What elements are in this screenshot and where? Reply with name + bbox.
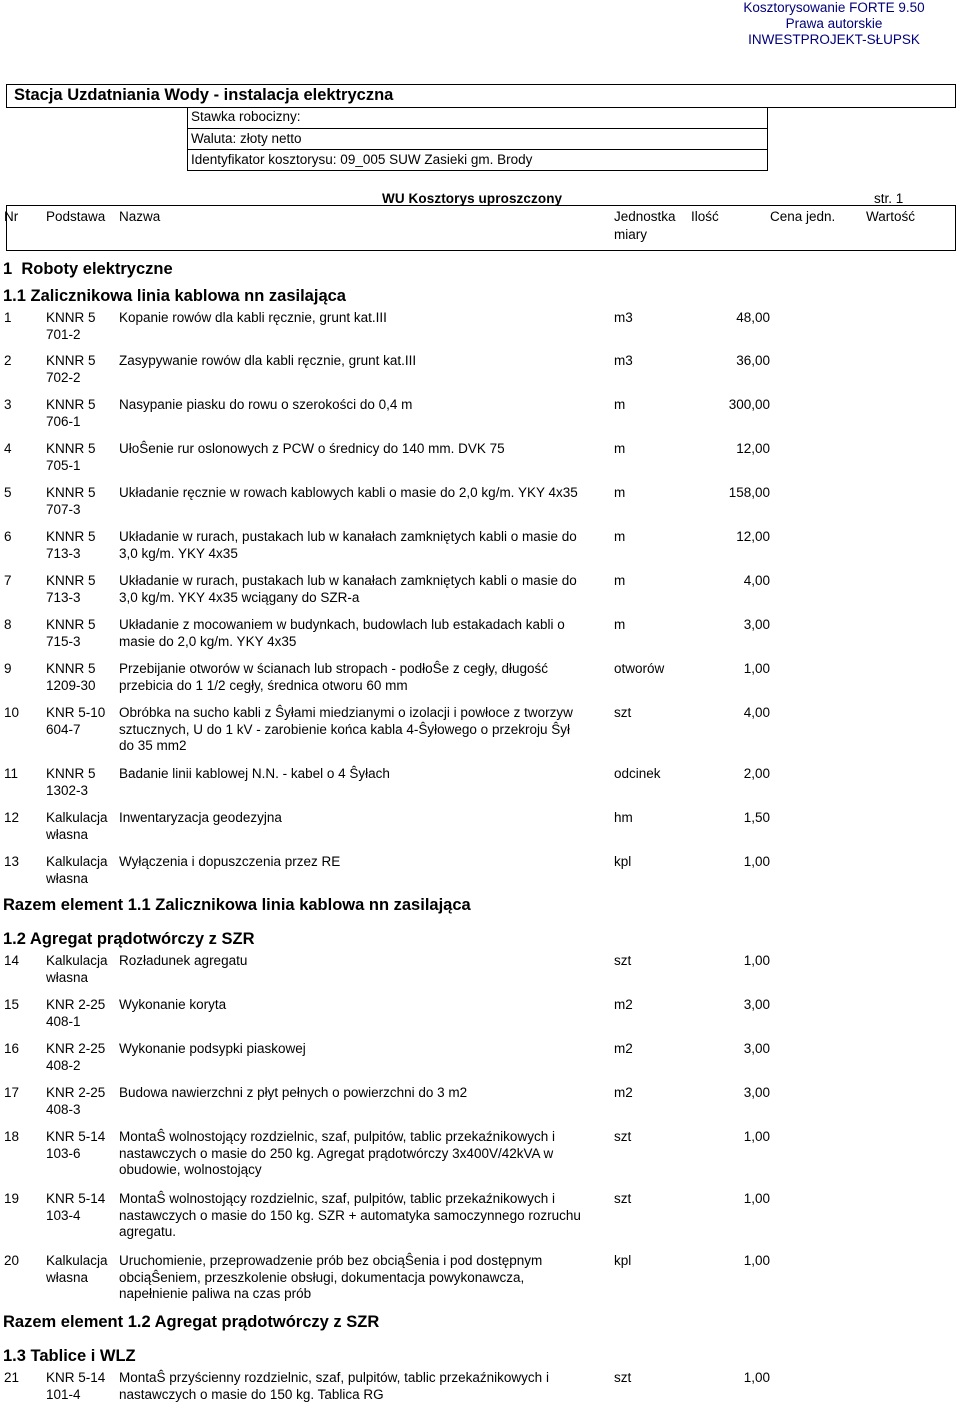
- row-basis: KNNR 5 706-1: [46, 397, 96, 429]
- column-wartosc: Wartość: [866, 209, 916, 224]
- row-quantity: 48,00: [736, 310, 770, 325]
- info-labor-rate: Stawka robocizny:: [191, 109, 301, 124]
- row-quantity: 3,00: [743, 617, 770, 632]
- row-description: Inwentaryzacja geodezyjna: [119, 810, 282, 825]
- row-quantity: 4,00: [743, 705, 770, 720]
- element-heading: 1.1 Zalicznikowa linia kablowa nn zasilająca: [3, 287, 346, 305]
- row-quantity: 4,00: [743, 573, 770, 588]
- row-basis: KNR 5-14 101-4: [46, 1370, 106, 1402]
- row-number: 14: [4, 953, 20, 968]
- row-quantity: 2,00: [743, 766, 770, 781]
- program-name: Kosztorysowanie FORTE 9.50: [743, 0, 925, 15]
- row-unit: m: [614, 485, 626, 500]
- row-description: Uruchomienie, przeprowadzenie prób bez obciąŜenia i pod dostępnym obciąŜeniem, przeszkolenie obsługi, dokumentacja powykonawcza, napełnienie paliwa na czas prób: [119, 1253, 543, 1301]
- row-unit: otworów: [614, 661, 665, 676]
- column-jednostka-line2: miary: [614, 227, 647, 242]
- row-number: 21: [4, 1370, 20, 1385]
- info-estimate-id: Identyfikator kosztorysu: 09_005 SUW Zasieki gm. Brody: [188, 149, 767, 170]
- row-description: Rozładunek agregatu: [119, 953, 248, 968]
- row-number: 9: [4, 661, 12, 676]
- row-description: Wykonanie podsypki piaskowej: [119, 1041, 306, 1056]
- row-unit: szt: [614, 1129, 632, 1144]
- row-number: 18: [4, 1129, 20, 1144]
- row-number: 11: [4, 766, 19, 781]
- info-currency: Waluta: złoty netto: [188, 128, 767, 149]
- row-quantity: 3,00: [743, 1041, 770, 1056]
- row-basis: KNNR 5 1302-3: [46, 766, 96, 798]
- row-quantity: 1,00: [743, 661, 770, 676]
- row-basis: KNR 2-25 408-1: [46, 997, 106, 1029]
- row-number: 12: [4, 810, 20, 825]
- row-basis: KNR 5-10 604-7: [46, 705, 106, 737]
- row-basis: Kalkulacja własna: [46, 1253, 108, 1285]
- row-quantity: 1,00: [743, 1191, 770, 1206]
- row-unit: m2: [614, 1041, 633, 1056]
- program-header: [714, 0, 954, 48]
- row-number: 4: [4, 441, 12, 456]
- page-number: str. 1: [874, 191, 904, 206]
- row-basis: KNR 5-14 103-6: [46, 1129, 106, 1161]
- row-unit: m: [614, 617, 626, 632]
- row-unit: m: [614, 397, 626, 412]
- row-unit: szt: [614, 705, 632, 720]
- element-heading: 1.2 Agregat prądotwórczy z SZR: [3, 930, 255, 948]
- row-quantity: 1,00: [743, 854, 770, 869]
- document-title: Stacja Uzdatniania Wody - instalacja elektryczna: [14, 86, 394, 104]
- row-quantity: 158,00: [728, 485, 770, 500]
- column-jednostka-line1: Jednostka: [614, 209, 676, 224]
- row-quantity: 3,00: [743, 1085, 770, 1100]
- row-description: MontaŜ wolnostojący rozdzielnic, szaf, pulpitów, tablic przekaźnikowych i nastawczych o masie do 150 kg. SZR + automatyka samoczynnego rozruchu agregatu.: [119, 1191, 581, 1239]
- row-basis: KNR 2-25 408-2: [46, 1041, 106, 1073]
- row-unit: szt: [614, 1191, 632, 1206]
- row-unit: m3: [614, 310, 633, 325]
- license-owner: INWESTPROJEKT-SŁUPSK: [748, 32, 920, 47]
- column-nr: Nr: [4, 209, 19, 224]
- row-basis: KNNR 5 701-2: [46, 310, 96, 342]
- row-number: 8: [4, 617, 12, 632]
- row-description: MontaŜ wolnostojący rozdzielnic, szaf, pulpitów, tablic przekaźnikowych i nastawczych o masie do 250 kg. Agregat prądotwórczy 3x400V/42kVA w obudowie, wolnostojący: [119, 1129, 555, 1177]
- row-number: 15: [4, 997, 20, 1012]
- row-quantity: 1,50: [743, 810, 770, 825]
- row-number: 19: [4, 1191, 20, 1206]
- row-unit: m2: [614, 1085, 633, 1100]
- row-quantity: 12,00: [736, 529, 770, 544]
- row-unit: hm: [614, 810, 633, 825]
- row-description: Nasypanie piasku do rowu o szerokości do 0,4 m: [119, 397, 413, 412]
- column-nazwa: Nazwa: [119, 209, 161, 224]
- report-title: WU Kosztorys uproszczony: [382, 191, 563, 206]
- column-podstawa: Podstawa: [46, 209, 106, 224]
- row-number: 20: [4, 1253, 20, 1268]
- row-number: 5: [4, 485, 12, 500]
- row-basis: Kalkulacja własna: [46, 854, 108, 886]
- row-quantity: 1,00: [743, 1370, 770, 1385]
- row-unit: m3: [614, 353, 633, 368]
- row-description: Układanie ręcznie w rowach kablowych kabli o masie do 2,0 kg/m. YKY 4x35: [119, 485, 578, 500]
- row-quantity: 300,00: [728, 397, 770, 412]
- row-basis: KNNR 5 705-1: [46, 441, 96, 473]
- row-number: 13: [4, 854, 20, 869]
- row-description: Wykonanie koryta: [119, 997, 227, 1012]
- row-number: 7: [4, 573, 12, 588]
- document-info-box: [187, 107, 768, 171]
- column-ilosc: Ilość: [691, 209, 719, 224]
- column-jednostka: [614, 208, 676, 244]
- row-unit: m: [614, 441, 626, 456]
- element-heading: 1.3 Tablice i WLZ: [3, 1347, 136, 1365]
- row-unit: kpl: [614, 1253, 632, 1268]
- row-description: Budowa nawierzchni z płyt pełnych o powierzchni do 3 m2: [119, 1085, 468, 1100]
- row-basis: KNNR 5 713-3: [46, 529, 96, 561]
- row-quantity: 3,00: [743, 997, 770, 1012]
- row-quantity: 1,00: [743, 953, 770, 968]
- row-description: Badanie linii kablowej N.N. - kabel o 4 Ŝyłach: [119, 766, 390, 781]
- row-basis: Kalkulacja własna: [46, 953, 108, 985]
- row-number: 1: [4, 310, 12, 325]
- row-description: MontaŜ przyścienny rozdzielnic, szaf, pulpitów, tablic przekaźnikowych i nastawczych o masie do 150 kg. Tablica RG: [119, 1370, 549, 1402]
- row-number: 6: [4, 529, 12, 544]
- row-number: 16: [4, 1041, 20, 1056]
- row-basis: KNNR 5 702-2: [46, 353, 96, 385]
- row-basis: Kalkulacja własna: [46, 810, 108, 842]
- element-summary: Razem element 1.1 Zalicznikowa linia kablowa nn zasilająca: [3, 896, 471, 914]
- row-description: Przebijanie otworów w ścianach lub stropach - podłoŜe z cegły, długość przebicia do 1 1/2 cegły, średnica otworu 60 mm: [119, 661, 548, 693]
- row-number: 10: [4, 705, 20, 720]
- section-heading: [3, 260, 173, 279]
- row-basis: KNNR 5 1209-30: [46, 661, 96, 693]
- row-basis: KNNR 5 715-3: [46, 617, 96, 649]
- row-unit: m2: [614, 997, 633, 1012]
- row-quantity: 12,00: [736, 441, 770, 456]
- row-number: 3: [4, 397, 12, 412]
- column-cena: Cena jedn.: [770, 209, 836, 224]
- row-unit: szt: [614, 953, 632, 968]
- section-title: Roboty elektryczne: [21, 260, 173, 278]
- row-quantity: 1,00: [743, 1253, 770, 1268]
- row-unit: m: [614, 573, 626, 588]
- section-number: 1: [3, 260, 13, 278]
- row-description: Układanie w rurach, pustakach lub w kanałach zamkniętych kabli o masie do 3,0 kg/m. YKY 4x35: [119, 529, 577, 561]
- row-quantity: 36,00: [736, 353, 770, 368]
- row-description: Układanie w rurach, pustakach lub w kanałach zamkniętych kabli o masie do 3,0 kg/m. YKY 4x35 wciągany do SZR-a: [119, 573, 577, 605]
- row-number: 2: [4, 353, 12, 368]
- element-summary: Razem element 1.2 Agregat prądotwórczy z SZR: [3, 1313, 380, 1331]
- row-unit: szt: [614, 1370, 632, 1385]
- row-description: Wyłączenia i dopuszczenia przez RE: [119, 854, 341, 869]
- row-description: Zasypywanie rowów dla kabli ręcznie, grunt kat.III: [119, 353, 417, 368]
- row-unit: kpl: [614, 854, 632, 869]
- row-description: UłoŜenie rur oslonowych z PCW o średnicy do 140 mm. DVK 75: [119, 441, 505, 456]
- copyright-label: Prawa autorskie: [785, 16, 883, 31]
- row-unit: odcinek: [614, 766, 661, 781]
- row-description: Kopanie rowów dla kabli ręcznie, grunt kat.III: [119, 310, 387, 325]
- row-basis: KNR 2-25 408-3: [46, 1085, 106, 1117]
- row-unit: m: [614, 529, 626, 544]
- row-basis: KNR 5-14 103-4: [46, 1191, 106, 1223]
- row-number: 17: [4, 1085, 20, 1100]
- row-description: Układanie z mocowaniem w budynkach, budowlach lub estakadach kabli o masie do 2,0 kg/m. YKY 4x35: [119, 617, 565, 649]
- row-quantity: 1,00: [743, 1129, 770, 1144]
- row-basis: KNNR 5 707-3: [46, 485, 96, 517]
- row-description: Obróbka na sucho kabli z Ŝyłami miedzianymi o izolacji i powłoce z tworzyw sztucznych, U do 1 kV - zarobienie końca kabla 4-Ŝyłowego o przekroju Ŝył do 35 mm2: [119, 705, 573, 753]
- row-basis: KNNR 5 713-3: [46, 573, 96, 605]
